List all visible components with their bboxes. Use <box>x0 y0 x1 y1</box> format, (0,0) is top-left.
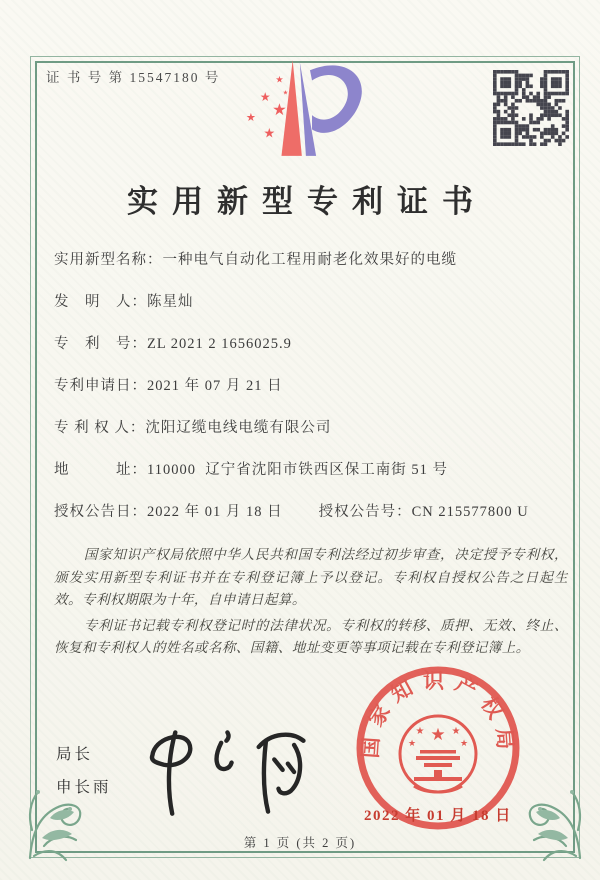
field-row-patent-no <box>54 334 568 355</box>
svg-text:★: ★ <box>407 739 417 749</box>
field-row-name <box>54 250 568 271</box>
cnipa-logo-icon <box>233 54 389 166</box>
page-number: 第 1 页 (共 2 页) <box>243 836 357 850</box>
national-emblem-icon <box>400 716 476 792</box>
field-value: 沈阳辽缆电线电缆有限公司 <box>145 420 332 436</box>
field-label: 专 利 号： <box>54 336 147 352</box>
signoff-position: 局长 <box>56 746 94 763</box>
legal-paragraphs <box>54 544 568 660</box>
certificate-title: 实用新型专利证书 <box>127 184 487 219</box>
svg-text:国家知识产权局 <box>358 669 518 759</box>
signoff-block <box>56 738 112 804</box>
field-value: 2021 年 07 月 21 日 <box>147 378 283 394</box>
svg-text:★: ★ <box>459 739 469 749</box>
seal-date: 2022 年 01 月 18 日 <box>364 808 512 824</box>
grant-no-value: CN 215577800 U <box>411 504 529 520</box>
field-row-filing-date <box>54 376 568 397</box>
svg-text:★: ★ <box>272 100 287 120</box>
field-row-address <box>54 460 568 481</box>
grant-date-value: 2022 年 01 月 18 日 <box>147 504 283 520</box>
field-value: ZL 2021 2 1656025.9 <box>147 336 292 352</box>
field-label: 发 明 人： <box>54 294 147 310</box>
legal-paragraph-2: 专利证书记载专利权登记时的法律状况。专利权的转移、质押、无效、终止、恢复和专利权人的姓名或名称、国籍、地址变更等事项记载在专利登记簿上。 <box>54 617 568 656</box>
field-row-patentee <box>54 418 568 439</box>
certificate-number: 证 书 号 第 15547180 号 <box>46 70 221 85</box>
svg-text:★: ★ <box>259 89 271 104</box>
svg-text:★: ★ <box>245 111 256 125</box>
field-value: 陈星灿 <box>147 294 194 310</box>
field-row-grant <box>54 502 568 523</box>
qr-code-icon <box>493 70 569 146</box>
seal-ring-text: 国家知识产权局 <box>358 668 518 759</box>
director-signature-icon <box>132 722 327 822</box>
field-value: 110000 辽宁省沈阳市铁西区保工南街 51 号 <box>147 462 448 478</box>
signoff-name: 申长雨 <box>56 779 112 796</box>
svg-text:★: ★ <box>263 126 276 142</box>
field-row-inventor <box>54 292 568 313</box>
certificate-body <box>54 250 568 663</box>
legal-paragraph-1: 国家知识产权局依照中华人民共和国专利法经过初步审查，决定授予专利权，颁发实用新型专利证书并在专利登记簿上予以登记。专利权自授权公告之日起生效。专利权期限为十年，自申请日起算。 <box>54 547 568 608</box>
svg-text:★: ★ <box>430 725 446 745</box>
grant-no-label: 授权公告号： <box>318 504 412 520</box>
svg-text:★: ★ <box>282 89 289 97</box>
field-label: 实用新型名称： <box>54 252 163 268</box>
svg-text:★: ★ <box>451 726 461 737</box>
field-label: 专利申请日： <box>54 378 147 394</box>
field-label: 地 址： <box>54 462 147 478</box>
field-label: 专 利 权 人： <box>54 420 146 436</box>
field-value: 一种电气自动化工程用耐老化效果好的电缆 <box>162 252 457 268</box>
grant-date-label: 授权公告日： <box>54 504 147 520</box>
svg-text:★: ★ <box>275 74 284 86</box>
svg-text:★: ★ <box>415 726 425 737</box>
